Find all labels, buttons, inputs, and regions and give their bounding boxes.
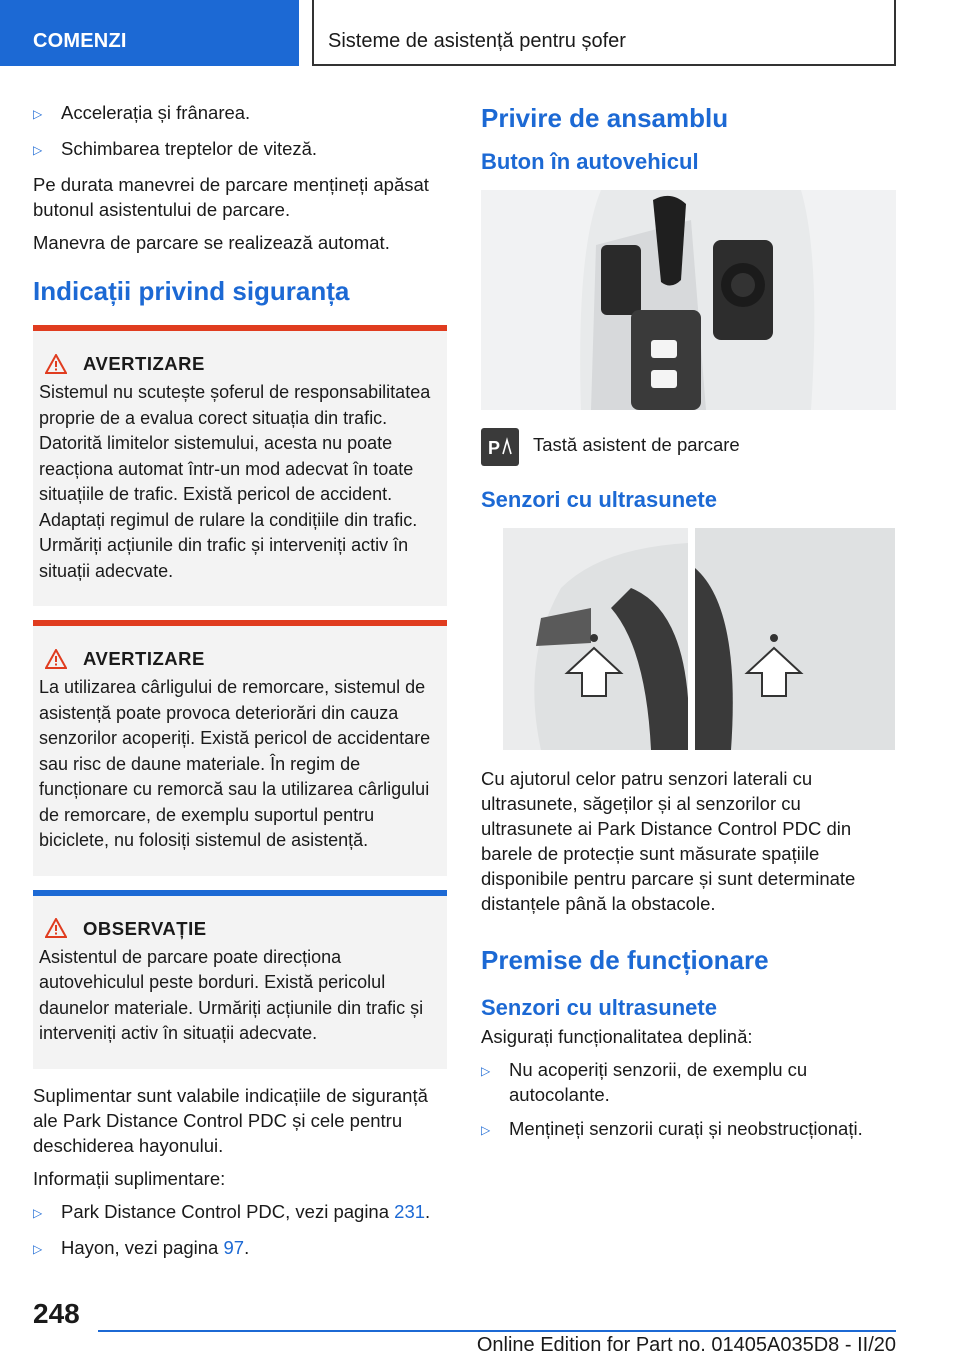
center-console-image <box>481 190 896 410</box>
triangle-bullet-icon: ▷ <box>33 107 43 121</box>
triangle-bullet-icon: ▷ <box>33 1205 43 1220</box>
warning-triangle-icon <box>39 352 83 376</box>
note-text: Asistentul de parcare poate direcționa autovehiculul peste borduri. Există pericolul daunelor materiale. Urmăriți acțiunile din trafic și interveniți activ în situații adecvate. <box>39 946 424 1043</box>
page-header <box>0 0 960 66</box>
list-item: ▷ Nu acoperiți senzorii, de exemplu cu autocolante. <box>481 1059 808 1105</box>
paragraph: Asigurați funcționalitatea deplină: <box>481 1026 753 1047</box>
list-item: ▷ Accelerația și frânarea. <box>33 100 447 127</box>
list-item: ▷ Schimbarea treptelor de viteză. <box>33 136 447 163</box>
button-subheading: Buton în autovehicul <box>481 149 699 174</box>
list-item: ▷ Hayon, vezi pagina 97. <box>33 1235 447 1262</box>
warning-title: AVERTIZARE <box>83 353 205 374</box>
page-link-97[interactable]: 97 <box>223 1236 245 1258</box>
warning-title: AVERTIZARE <box>83 648 205 669</box>
section-title: Sisteme de asistență pentru șofer <box>312 0 896 66</box>
overview-heading: Privire de ansamblu <box>481 103 729 133</box>
triangle-bullet-icon: ▷ <box>33 143 43 157</box>
triangle-bullet-icon: ▷ <box>481 1123 491 1137</box>
triangle-bullet-icon: ▷ <box>481 1064 491 1078</box>
page-link-231[interactable]: 231 <box>394 1200 426 1222</box>
sensors-subheading-2: Senzori cu ultrasunete <box>481 995 717 1020</box>
footer-divider <box>98 1330 896 1332</box>
edition-text: Online Edition for Part no. 01405A035D8 - II/20 <box>476 1334 896 1356</box>
svg-text:P: P <box>488 438 501 458</box>
warning-box <box>33 325 447 606</box>
caption-row <box>481 428 896 466</box>
list-item: ▷ Mențineți senzorii curați și neobstrucționați. <box>481 1116 896 1143</box>
safety-heading: Indicații privind siguranța <box>33 276 350 306</box>
warning-triangle-icon <box>39 916 83 940</box>
page-number: 248 <box>33 1298 80 1329</box>
sensors-subheading: Senzori cu ultrasunete <box>481 487 717 512</box>
warning-text: Sistemul nu scutește șoferul de responsabilitatea proprie de a evalua corect situația din trafic. Datorită limitelor sistemului, acesta nu poate reacționa automat într-un mod adecvat în toate situațiile de trafic. Există pericol de accident. Adaptați regimul de rulare la condițiile din trafic. Urmăriți acțiunile din trafic și interveniți activ în situații adecvate. <box>39 382 431 581</box>
caption-text: Tastă asistent de parcare <box>533 434 740 455</box>
park-assistant-icon <box>481 428 519 466</box>
note-box <box>33 890 447 1069</box>
paragraph: Suplimentar sunt valabile indicațiile de siguranță ale Park Distance Control PDC și cele pentru deschiderea hayonului. <box>33 1084 428 1156</box>
warning-triangle-icon <box>39 647 83 671</box>
right-column <box>481 100 896 1152</box>
ultrasonic-sensors-image <box>481 528 896 750</box>
left-column <box>33 100 447 1271</box>
triangle-bullet-icon: ▷ <box>33 1241 43 1256</box>
warning-text: La utilizarea cârligului de remorcare, sistemul de asistență poate provoca deteriorări din cauza senzorilor acoperiți. Există pericol de accidentare sau risc de daune materiale. În regim de funcționare cu remorcă sau la utilizarea cârligului de remorcare, de exemplu suportul pentru biciclete, nu folosiți sistemul de asistență. <box>39 677 431 850</box>
list-item: ▷ Park Distance Control PDC, vezi pagina 231. <box>33 1199 447 1226</box>
warning-box <box>33 620 447 876</box>
paragraph: Cu ajutorul celor patru senzori laterali cu ultrasunete, săgeților și al senzorilor cu ultrasunete ai Park Distance Control PDC din barele de protecție sunt măsurate spațiile disponibile pentru parcare și sunt determinate distanțele până la obstacole. <box>481 768 856 914</box>
paragraph: Pe durata manevrei de parcare mențineți apăsat butonul asistentului de parcare. <box>33 174 429 220</box>
preconditions-heading: Premise de funcționare <box>481 945 769 975</box>
paragraph: Informații suplimentare: <box>33 1167 226 1189</box>
chapter-tab[interactable]: COMENZI <box>0 0 299 66</box>
paragraph: Manevra de parcare se realizează automat. <box>33 232 390 253</box>
note-title: OBSERVAȚIE <box>83 917 207 939</box>
